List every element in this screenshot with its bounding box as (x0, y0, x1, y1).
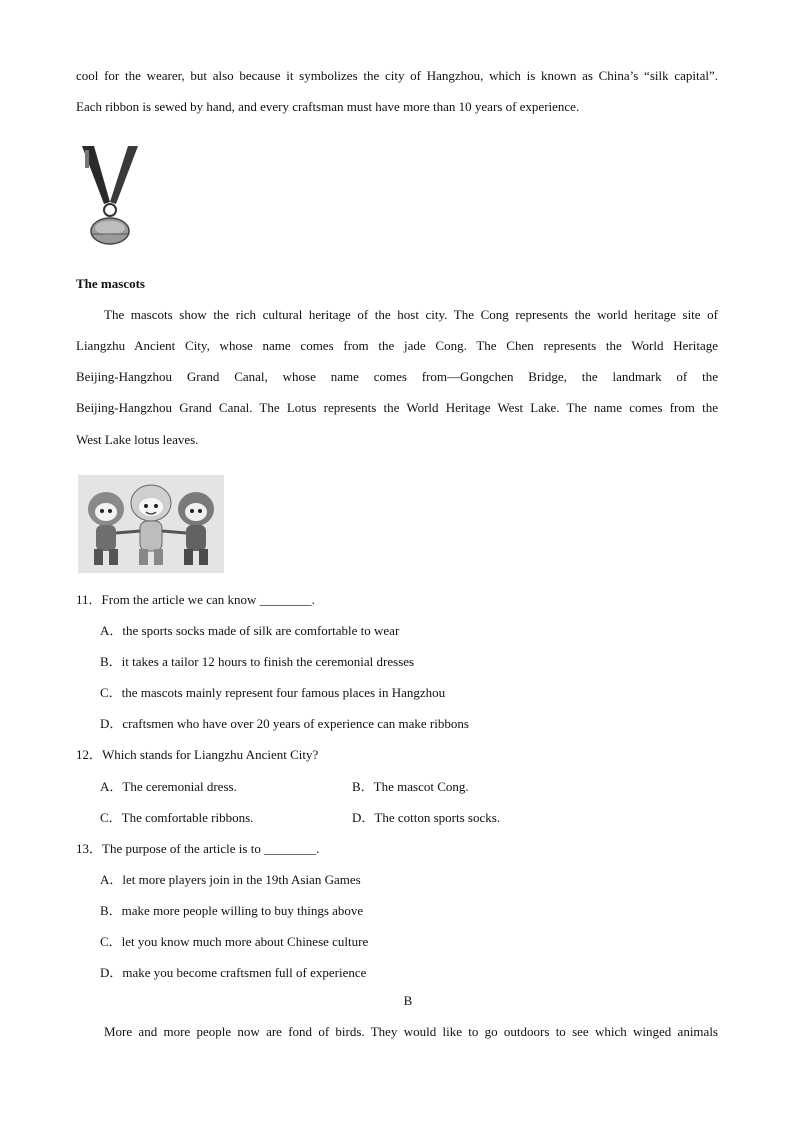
question-11-option-c: C．the mascots mainly represent four famous places in Hangzhou (100, 685, 446, 700)
mascots-paragraph-line-5: West Lake lotus leaves. (76, 432, 199, 447)
mascots-paragraph-line-1: The mascots show the rich cultural heritage of the host city. The Cong represents the world heritage site of (104, 307, 718, 322)
medal-icon (76, 138, 152, 248)
question-11-option-d: D．craftsmen who have over 20 years of experience can make ribbons (100, 716, 469, 731)
section-b-label: B (403, 993, 413, 1008)
mascots-paragraph-line-2: Liangzhu Ancient City, whose name comes from the jade Cong. The Chen represents the World Heritage (76, 338, 718, 353)
mascots-image (78, 475, 224, 573)
mascots-icon (78, 475, 224, 573)
question-13-option-c: C．let you know much more about Chinese culture (100, 934, 369, 949)
section-b-first-line: More and more people now are fond of birds. They would like to go outdoors to see which winged animals (104, 1024, 718, 1039)
question-12-option-d: D．The cotton sports socks. (352, 810, 501, 825)
mascots-paragraph-line-4: Beijing-Hangzhou Grand Canal. The Lotus represents the World Heritage West Lake. The name comes from the (76, 400, 718, 415)
question-13-option-a: A．let more players join in the 19th Asian Games (100, 872, 361, 887)
question-12-option-a: A．The ceremonial dress. (100, 779, 237, 794)
question-11-option-b: B．it takes a tailor 12 hours to finish the ceremonial dresses (100, 654, 415, 669)
intro-line-2: Each ribbon is sewed by hand, and every craftsman must have more than 10 years of experience. (76, 99, 580, 114)
question-13-option-d: D．make you become craftsmen full of experience (100, 965, 367, 980)
question-13-option-b: B．make more people willing to buy things above (100, 903, 364, 918)
medal-image (76, 138, 152, 248)
question-11-option-a: A．the sports socks made of silk are comfortable to wear (100, 623, 400, 638)
intro-line-1: cool for the wearer, but also because it symbolizes the city of Hangzhou, which is known as China’s “silk capital”. (76, 68, 718, 83)
question-12-stem: 12．Which stands for Liangzhu Ancient City? (76, 747, 319, 762)
question-11-stem: 11．From the article we can know ________. (76, 592, 315, 607)
question-13-stem: 13．The purpose of the article is to ________. (76, 841, 320, 856)
question-12-option-b: B．The mascot Cong. (352, 779, 469, 794)
mascots-paragraph-line-3: Beijing-Hangzhou Grand Canal, whose name comes from—Gongchen Bridge, the landmark of the (76, 369, 718, 384)
mascots-heading: The mascots (76, 276, 145, 291)
question-12-option-c: C．The comfortable ribbons. (100, 810, 254, 825)
